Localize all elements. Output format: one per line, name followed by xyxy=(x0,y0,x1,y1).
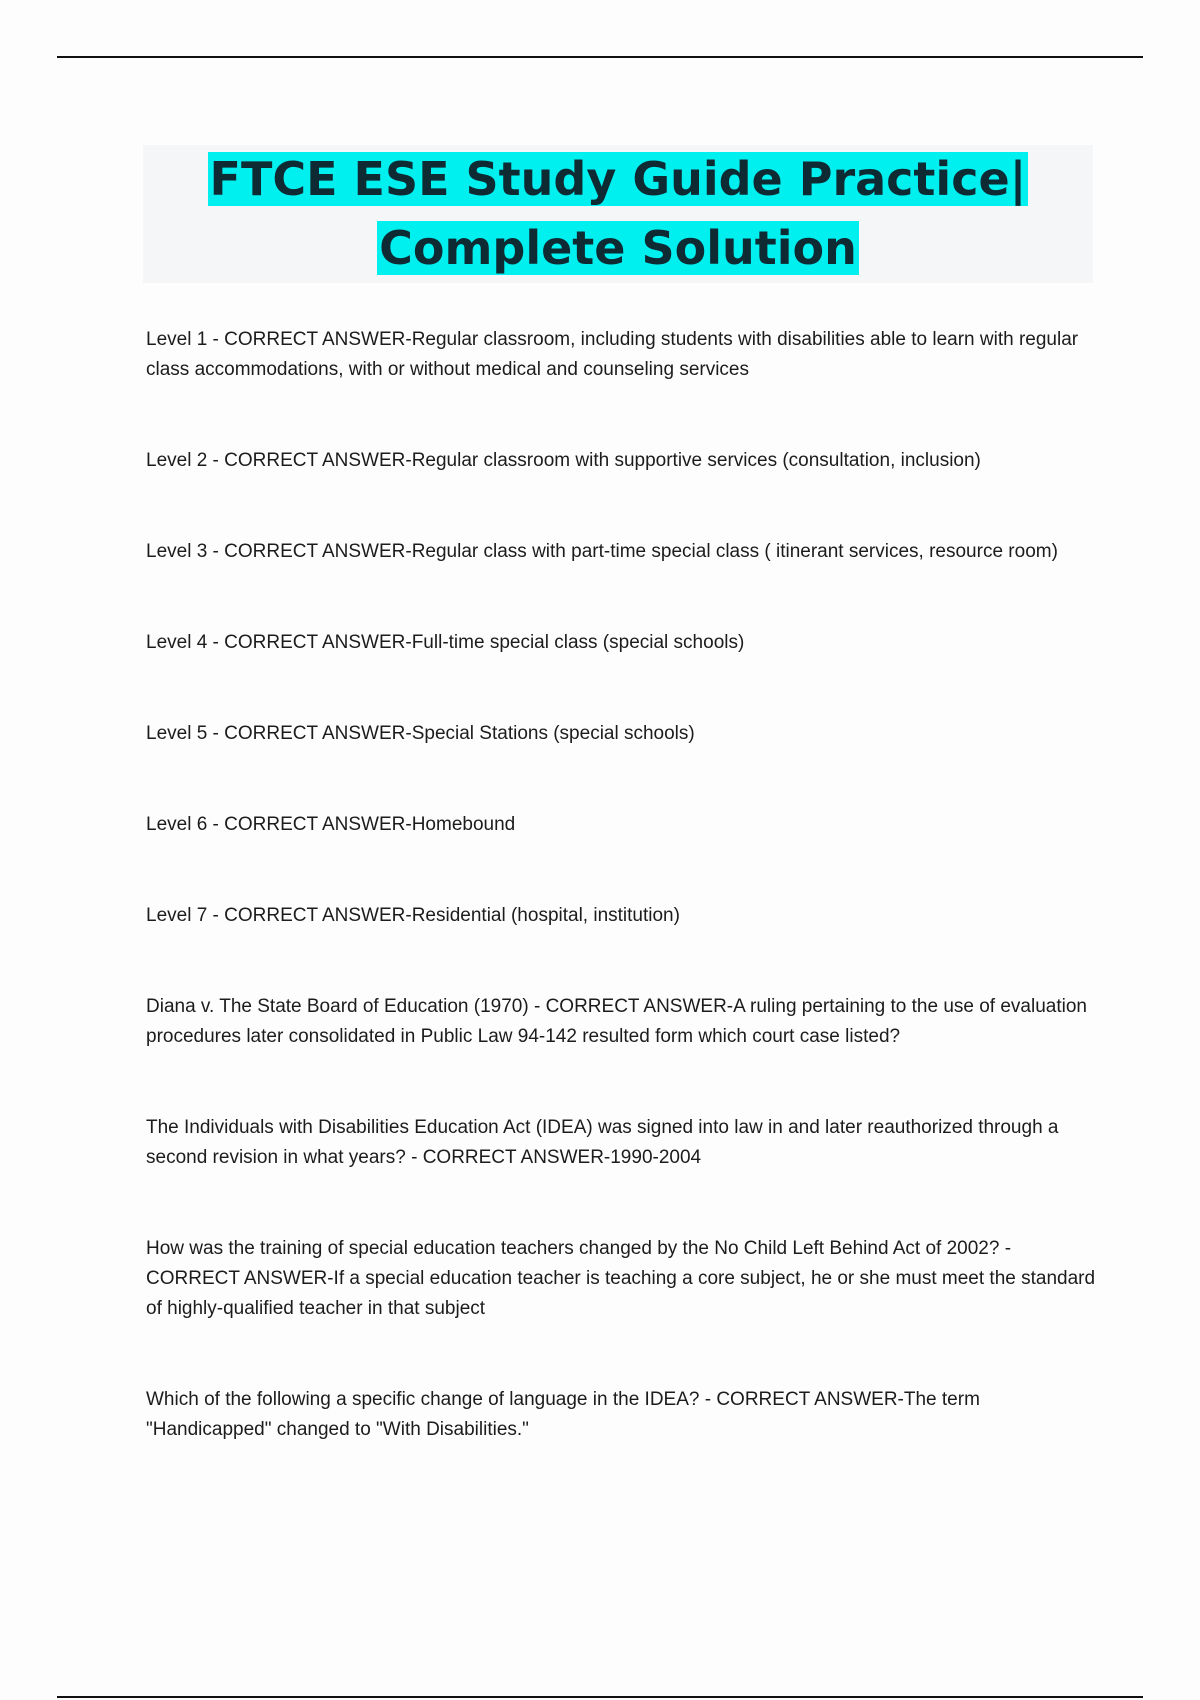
bottom-rule xyxy=(57,1696,1143,1698)
qa-item-idea-language: Which of the following a specific change of language in the IDEA? - CORRECT ANSWER-The term "Handicapped" changed to "With Disabilities." xyxy=(146,1389,980,1440)
qa-item-level-6: Level 6 - CORRECT ANSWER-Homebound xyxy=(146,814,516,835)
qa-list xyxy=(146,325,1096,1445)
title-line-2 xyxy=(143,214,1093,283)
qa-item-diana-case: Diana v. The State Board of Education (1970) - CORRECT ANSWER-A ruling pertaining to the use of evaluation procedures later consolidated in Public Law 94-142 resulted form which court case listed? xyxy=(146,996,1087,1047)
title-highlight-2: Complete Solution xyxy=(379,221,857,275)
qa-item-idea-years: The Individuals with Disabilities Education Act (IDEA) was signed into law in and later reauthorized through a second revision in what years? - CORRECT ANSWER-1990-2004 xyxy=(146,1117,1059,1168)
qa-item-level-1: Level 1 - CORRECT ANSWER-Regular classroom, including students with disabilities able to learn with regular class accommodations, with or without medical and counseling services xyxy=(146,329,1079,380)
top-rule xyxy=(57,56,1143,58)
title-highlight-1: FTCE ESE Study Guide Practice| xyxy=(209,152,1027,206)
qa-item-level-4: Level 4 - CORRECT ANSWER-Full-time special class (special schools) xyxy=(146,632,745,653)
title-block xyxy=(143,145,1093,283)
qa-item-level-2: Level 2 - CORRECT ANSWER-Regular classroom with supportive services (consultation, inclusion) xyxy=(146,450,981,471)
qa-item-level-7: Level 7 - CORRECT ANSWER-Residential (hospital, institution) xyxy=(146,905,680,926)
title-line-1 xyxy=(143,145,1093,214)
qa-item-level-3: Level 3 - CORRECT ANSWER-Regular class with part-time special class ( itinerant services, resource room) xyxy=(146,541,1058,562)
qa-item-nclb-training: How was the training of special education teachers changed by the No Child Left Behind Act of 2002? - CORRECT ANSWER-If a special education teacher is teaching a core subject, he or she must meet the standard of highly-qualified teacher in that subject xyxy=(146,1238,1096,1319)
qa-item-level-5: Level 5 - CORRECT ANSWER-Special Stations (special schools) xyxy=(146,723,695,744)
